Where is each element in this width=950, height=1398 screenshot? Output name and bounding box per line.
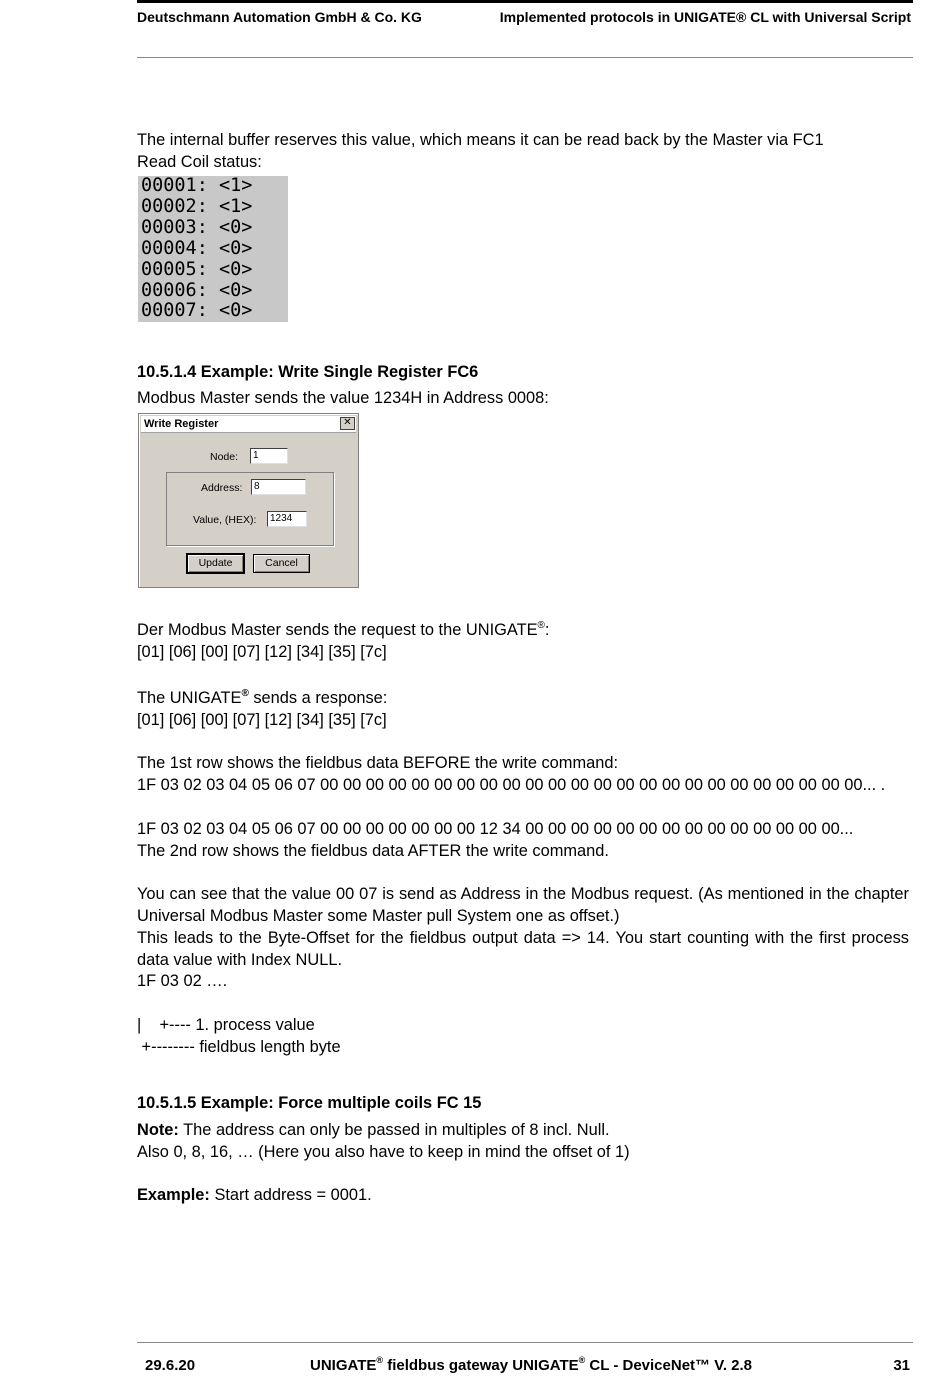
coil-row: 00002: <1> [141, 195, 253, 217]
node-label: Node: [210, 451, 239, 463]
section-fc6-description: Modbus Master sends the value 1234H in Address 0008: [137, 389, 549, 407]
footer-title-b: fieldbus gateway UNIGATE [383, 1357, 579, 1374]
coil-row: 00001: <1> [141, 175, 253, 196]
explain-paragraph-1: You can see that the value 00 07 is send as Address in the Modbus request. (As mentioned in the chapter Universal Modbus Master some Master pull System one as offset.) [137, 885, 909, 925]
response-label-pre: The UNIGATE [137, 689, 242, 707]
coil-row: 00007: <0> [141, 300, 253, 322]
dialog-groupbox [166, 472, 334, 546]
coil-row: 00005: <0> [141, 258, 253, 280]
explain-length-byte-line: +-------- fieldbus length byte [137, 1038, 341, 1056]
dialog-title: Write Register [141, 416, 356, 433]
coil-status-list [138, 176, 288, 322]
close-icon[interactable]: ✕ [340, 417, 355, 430]
footer-rule [137, 1342, 913, 1343]
note-text: The address can only be passed in multiples of 8 incl. Null. [178, 1121, 610, 1139]
explain-bytes-line: 1F 03 02 …. [137, 972, 228, 990]
section-fc15-heading: 10.5.1.5 Example: Force multiple coils FC 15 [137, 1094, 482, 1112]
note-label: Note: [137, 1121, 179, 1139]
header-section-title: Implemented protocols in UNIGATE® CL with Universal Script [499, 9, 911, 25]
example-text: Start address = 0001. [209, 1186, 372, 1204]
value-hex-label: Value, (HEX): [193, 514, 257, 526]
after-row-label: The 2nd row shows the fieldbus data AFTER the write command. [137, 842, 609, 860]
page-number: 31 [893, 1357, 910, 1374]
footer-title-c: CL - DeviceNet™ V. 2.8 [585, 1357, 753, 1374]
fc15-example [137, 1184, 909, 1206]
explain-paragraph-2: This leads to the Byte-Offset for the fieldbus output data => 14. You start counting with the first process data value with Index NULL. [137, 929, 909, 969]
response-text [137, 687, 909, 709]
request-label: Der Modbus Master sends the request to the UNIGATE [137, 621, 538, 639]
value-hex-input[interactable]: 1234 [267, 511, 307, 527]
coil-row: 00006: <0> [141, 279, 253, 301]
response-bytes: [01] [06] [00] [07] [12] [34] [35] [7c] [137, 711, 387, 729]
request-text [137, 619, 909, 641]
explain-process-value-line: | +---- 1. process value [137, 1016, 315, 1034]
after-row-data: 1F 03 02 03 04 05 06 07 00 00 00 00 00 00 00 12 34 00 00 00 00 00 00 00 00 00 00 00 00 00 00... [137, 820, 854, 838]
header-top-rule [137, 0, 913, 3]
address-input[interactable]: 8 [251, 479, 306, 495]
before-row-data: 1F 03 02 03 04 05 06 07 00 00 00 00 00 00 00 00 00 00 00 00 00 00 00 00 00 00 00 00 00 00 00 00... . [137, 776, 886, 794]
request-colon: : [544, 621, 550, 639]
intro-line-2: Read Coil status: [137, 153, 262, 171]
fc15-also: Also 0, 8, 16, … (Here you also have to keep in mind the offset of 1) [137, 1143, 630, 1161]
footer-title-a: UNIGATE [310, 1357, 377, 1374]
footer-date: 29.6.20 [145, 1357, 196, 1374]
coil-row: 00004: <0> [141, 237, 253, 259]
coil-row: 00003: <0> [141, 216, 253, 238]
response-label-post: sends a response: [248, 689, 388, 707]
address-label: Address: [201, 482, 243, 494]
footer-title [310, 1357, 752, 1374]
example-label: Example: [137, 1186, 210, 1204]
fc15-note [137, 1119, 909, 1141]
registered-mark: ® [578, 1355, 586, 1365]
registered-mark: ® [376, 1355, 384, 1365]
request-bytes: [01] [06] [00] [07] [12] [34] [35] [7c] [137, 643, 387, 661]
registered-mark: ® [241, 688, 249, 699]
section-fc6-heading: 10.5.1.4 Example: Write Single Register FC6 [137, 363, 479, 381]
registered-mark: ® [537, 620, 545, 631]
header-company: Deutschmann Automation GmbH & Co. KG [137, 9, 422, 25]
header-rule [137, 57, 913, 58]
write-register-dialog [138, 413, 359, 588]
update-button[interactable]: Update [187, 554, 244, 573]
intro-line-1: The internal buffer reserves this value, which means it can be read back by the Master via FC1 [137, 131, 824, 149]
node-input[interactable]: 1 [250, 448, 288, 464]
before-row-label: The 1st row shows the fieldbus data BEFORE the write command: [137, 754, 619, 772]
cancel-button[interactable]: Cancel [253, 554, 310, 573]
